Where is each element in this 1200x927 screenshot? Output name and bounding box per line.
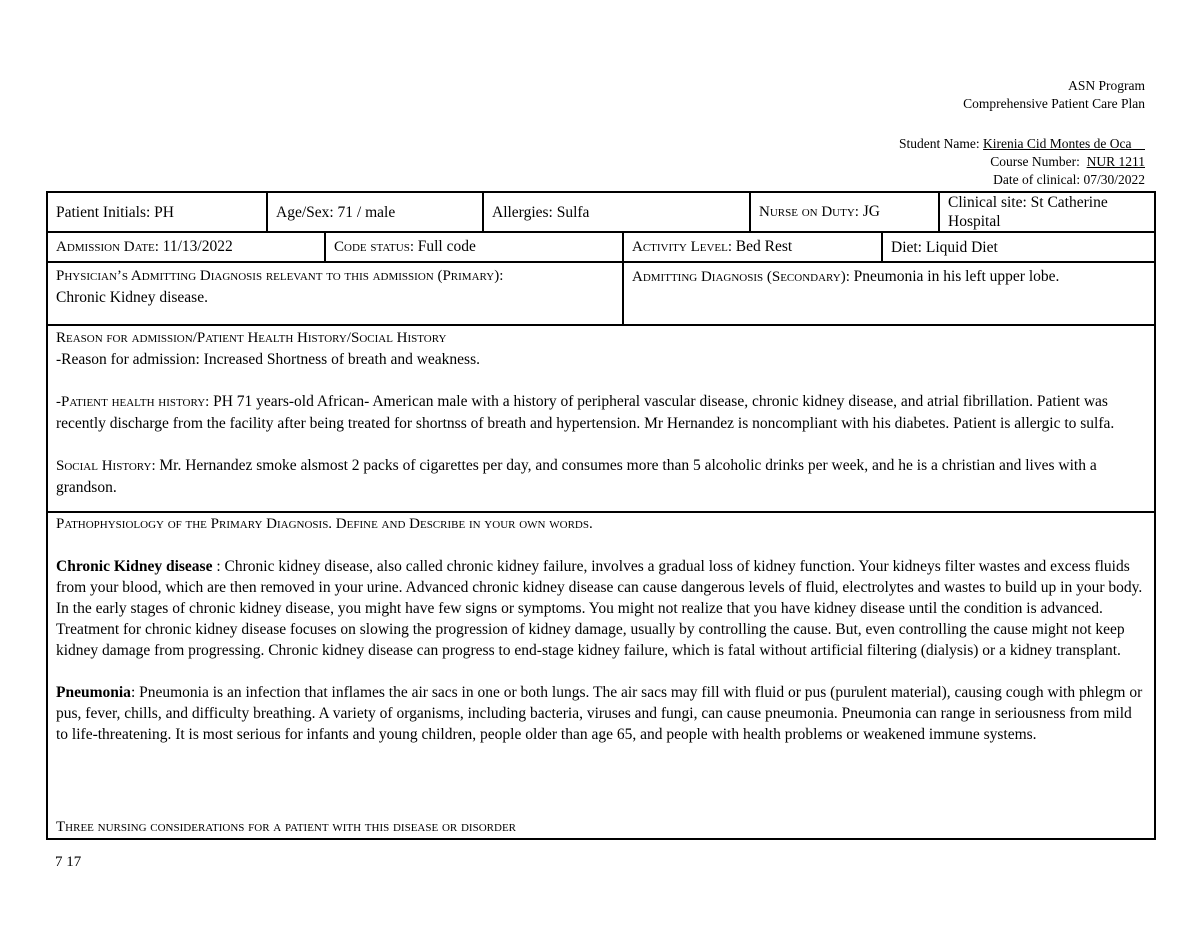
activity-level: Activity Level: Bed Rest [623, 232, 882, 262]
care-plan-table [46, 191, 1156, 840]
primary-diagnosis-label: Physician’s Admitting Diagnosis relevant to this admission (Primary): [56, 268, 504, 284]
page-number: 7 17 [55, 854, 82, 870]
reason-for-admission: -Reason for admission: Increased Shortness of breath and weakness. [56, 351, 480, 368]
pathophysiology-section [47, 512, 1155, 839]
ckd-term: Chronic Kidney disease [56, 558, 213, 575]
clinical-date-line: Date of clinical: 07/30/2022 [993, 172, 1145, 187]
plan-title: Comprehensive Patient Care Plan [963, 96, 1145, 111]
pathophysiology-heading: Pathophysiology of the Primary Diagnosis. Define and Describe in your own words. [56, 516, 593, 532]
diagnosis-row [47, 262, 1155, 325]
ckd-paragraph: Chronic Kidney disease : Chronic kidney disease, also called chronic kidney failure, involves a gradual loss of kidney function. Your kidneys filter wastes and excess fluids from your blood, which are then removed in your urine. Advanced chronic kidney disease can cause dangerous levels of fluid, electrolytes and wastes to build up in your body. In the early stages of chronic kidney disease, you might have few signs or symptoms. You might not realize that you have kidney disease until the condition is advanced. Treatment for chronic kidney disease focuses on slowing the progression of kidney damage, usually by controlling the cause. But, even controlling the cause might not keep kidney damage from progressing. Chronic kidney disease can progress to end-stage kidney failure, which is fatal without artificial filtering (dialysis) or a kidney transplant. [56, 558, 1143, 659]
primary-diagnosis-value: Chronic Kidney disease. [56, 289, 208, 306]
course-number: NUR 1211 [1086, 154, 1145, 169]
history-row [47, 325, 1155, 512]
student-name-line: Student Name: Kirenia Cid Montes de Oca [899, 136, 1145, 151]
document-header [963, 77, 1145, 113]
history-section [47, 325, 1155, 512]
course-number-line: Course Number: NUR 1211 [990, 154, 1145, 169]
allergies: Allergies: Sulfa [483, 192, 750, 232]
program-name: ASN Program [1068, 78, 1145, 93]
admission-row [47, 232, 1155, 262]
clinical-date: 07/30/2022 [1083, 172, 1145, 187]
admission-date: Admission Date: 11/13/2022 [47, 232, 325, 262]
social-history: Social History: Mr. Hernandez smoke alsmost 2 packs of cigarettes per day, and consumes more than 5 alcoholic drinks per week, and he is a christian and lives with a grandson. [56, 457, 1097, 496]
student-info [899, 135, 1145, 189]
pneumonia-term: Pneumonia [56, 684, 131, 701]
nursing-considerations-heading: Three nursing considerations for a patient with this disease or disorder [56, 819, 516, 835]
nurse-on-duty: Nurse on Duty: JG [750, 192, 939, 232]
patient-initials: Patient Initials: PH [47, 192, 267, 232]
secondary-diagnosis: Admitting Diagnosis (Secondary): Pneumonia in his left upper lobe. [623, 262, 1155, 325]
pathophysiology-row [47, 512, 1155, 839]
diet: Diet: Liquid Diet [882, 232, 1155, 262]
age-sex: Age/Sex: 71 / male [267, 192, 483, 232]
primary-diagnosis [47, 262, 623, 325]
history-heading: Reason for admission/Patient Health History/Social History [56, 330, 447, 346]
pneumonia-paragraph: Pneumonia: Pneumonia is an infection that inflames the air sacs in one or both lungs. The air sacs may fill with fluid or pus (purulent material), causing cough with phlegm or pus, fever, chills, and difficulty breathing. A variety of organisms, including bacteria, viruses and fungi, can cause pneumonia. Pneumonia can range in seriousness from mild to life-threatening. It is most serious for infants and young children, people older than age 65, and people with health problems or weakened immune systems. [56, 684, 1143, 743]
student-name: Kirenia Cid Montes de Oca [983, 136, 1145, 151]
code-status: Code status: Full code [325, 232, 623, 262]
patient-info-row [47, 192, 1155, 232]
patient-health-history: -Patient health history: PH 71 years-old African- American male with a history of peripheral vascular disease, chronic kidney disease, and atrial fibrillation. Patient was recently discharge from the facility after being treated for shortnss of breath and hypertension. Mr Hernandez is noncompliant with his diabetes. Patient is allergic to sulfa. [56, 393, 1115, 432]
clinical-site: Clinical site: St Catherine Hospital [939, 192, 1155, 232]
